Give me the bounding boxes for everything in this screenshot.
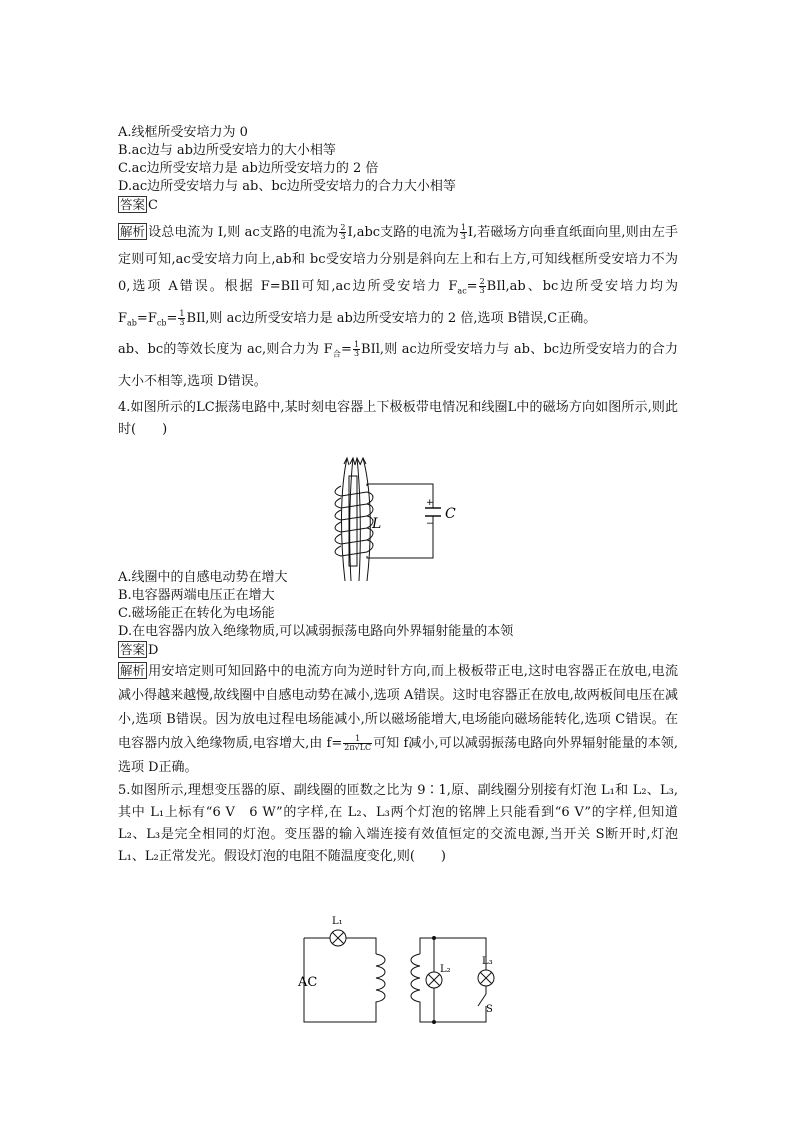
primary-coil (376, 954, 385, 1006)
secondary-coil (411, 954, 420, 1006)
fraction: $\frac{1}{3}$ (179, 308, 185, 327)
q3-analysis-2: ab、bc的等效长度为 ac,则合力为 $F_合=$ $\frac{1}{3}$ BIl,则 ac边所受安培力与 ab、bc边所受安培力的合力大小不相等,选项 D错误。 (118, 340, 679, 389)
transformer-figure (296, 910, 506, 1035)
q3-option-c: C.ac边所受安培力是 ab边所受安培力的 2 倍 (118, 161, 379, 176)
lc-circuit-figure (323, 456, 473, 586)
analysis-tag: 解析 (120, 662, 146, 678)
q3-analysis: 解析 设总电流为 I,则 ac支路的电流为 $\frac{2}{3}$ I,abc支路的电流为 $\frac{1}{3}$ I,若磁场方向垂直纸面向里,则由左手定则可知,ac受安培力向上,ab和 bc受安培力分别是斜向左上和右上方,可知线框所受安培力不为 0,选项 A错误。根据 F=BIl可知,ac边所受安培力 $F_{ac}=$ $\frac{2}{3}$ BIl,ab、bc边所受安培力均为 $F_{ab}=F_{cb}=$ $\frac{1}{3}$ BIl,则 ac边所受安培力是 ab边所受安培力的 2 倍,选项 B错误,C正确。 (118, 223, 678, 328)
label-l3: L₃ (482, 956, 493, 967)
label-ac: AC (298, 975, 318, 990)
label-l1: L₁ (332, 916, 343, 927)
fraction: $\frac{1}{3}$ (460, 223, 466, 241)
q4-option-c: C.磁场能正在转化为电场能 (118, 605, 275, 621)
fraction: $\frac{2}{3}$ (340, 223, 346, 241)
q4-stem: 4.如图所示的LC振荡电路中,某时刻电容器上下极板带电情况和线圈L中的磁场方向如图所示,则此时( ) (118, 399, 678, 437)
switch-icon (478, 994, 486, 1006)
q4-analysis: 解析 用安培定则可知回路中的电流方向为逆时针方向,而上极板带正电,这时电容器正在放电,电流减小得越来越慢,故线圈中自感电动势在减小,选项 A错误。这时电容器正在放电,故两板间电压在减小,选项 B错误。因为放电过程电场能减小,所以磁场能增大,电场能向磁场能转化,选项 C错误。在电容器内放入绝缘物质,电容增大,由 f= $\frac{1}{2\pi√LC}$ 可知 f减小,可以减弱振荡电路向外界辐射能量的本领,选项 D正确。 (118, 662, 678, 775)
q3-option-a: A.线框所受安培力为 0 (118, 125, 248, 140)
field-line-icon (363, 458, 370, 581)
answer-value: D (148, 642, 159, 658)
label-L: L (372, 516, 382, 532)
q3-option-b: B.ac边与 ab边所受安培力的大小相等 (118, 143, 336, 158)
fraction: $\frac{1}{3}$ (353, 340, 360, 359)
answer-value: C (148, 198, 158, 213)
q3-answer (118, 196, 678, 215)
q4-option-a: A.线圈中的自感电动势在增大 (118, 569, 288, 585)
label-plus: + (426, 498, 434, 508)
label-C: C (445, 506, 456, 522)
label-s: S (486, 1004, 493, 1015)
q4-answer (118, 641, 678, 660)
fraction: $\frac{2}{3}$ (479, 277, 485, 295)
answer-tag: 答案 (120, 641, 146, 657)
label-minus: − (426, 519, 434, 529)
q4-option-d: D.在电容器内放入绝缘物质,可以减弱振荡电路向外界辐射能量的本领 (118, 623, 514, 639)
answer-tag: 答案 (120, 197, 146, 212)
analysis-tag: 解析 (120, 224, 146, 239)
fraction: $\frac{1}{2\pi√LC}$ (344, 733, 372, 752)
q4-option-b: B.电容器两端电压正在增大 (118, 587, 275, 603)
label-l2: L₂ (440, 964, 451, 975)
q5-stem: 5.如图所示,理想变压器的原、副线圈的匝数之比为 9∶1,原、副线圈分别接有灯泡 L₁和 L₂、L₃,其中 L₁上标有“6 V 6 W”的字样,在 L₂、L₃两个灯泡的铭牌上只能看到“6 V”的字样,但知道 L₂、L₃是完全相同的灯泡。变压器的输入端连接有效值恒定的交流电源,当开关 S断开时,灯泡 L₁、L₂正常发光。假设灯泡的电阻不随温度变化,则( ) (118, 782, 678, 864)
q3-option-d: D.ac边所受安培力与 ab、bc边所受安培力的合力大小相等 (118, 179, 456, 194)
